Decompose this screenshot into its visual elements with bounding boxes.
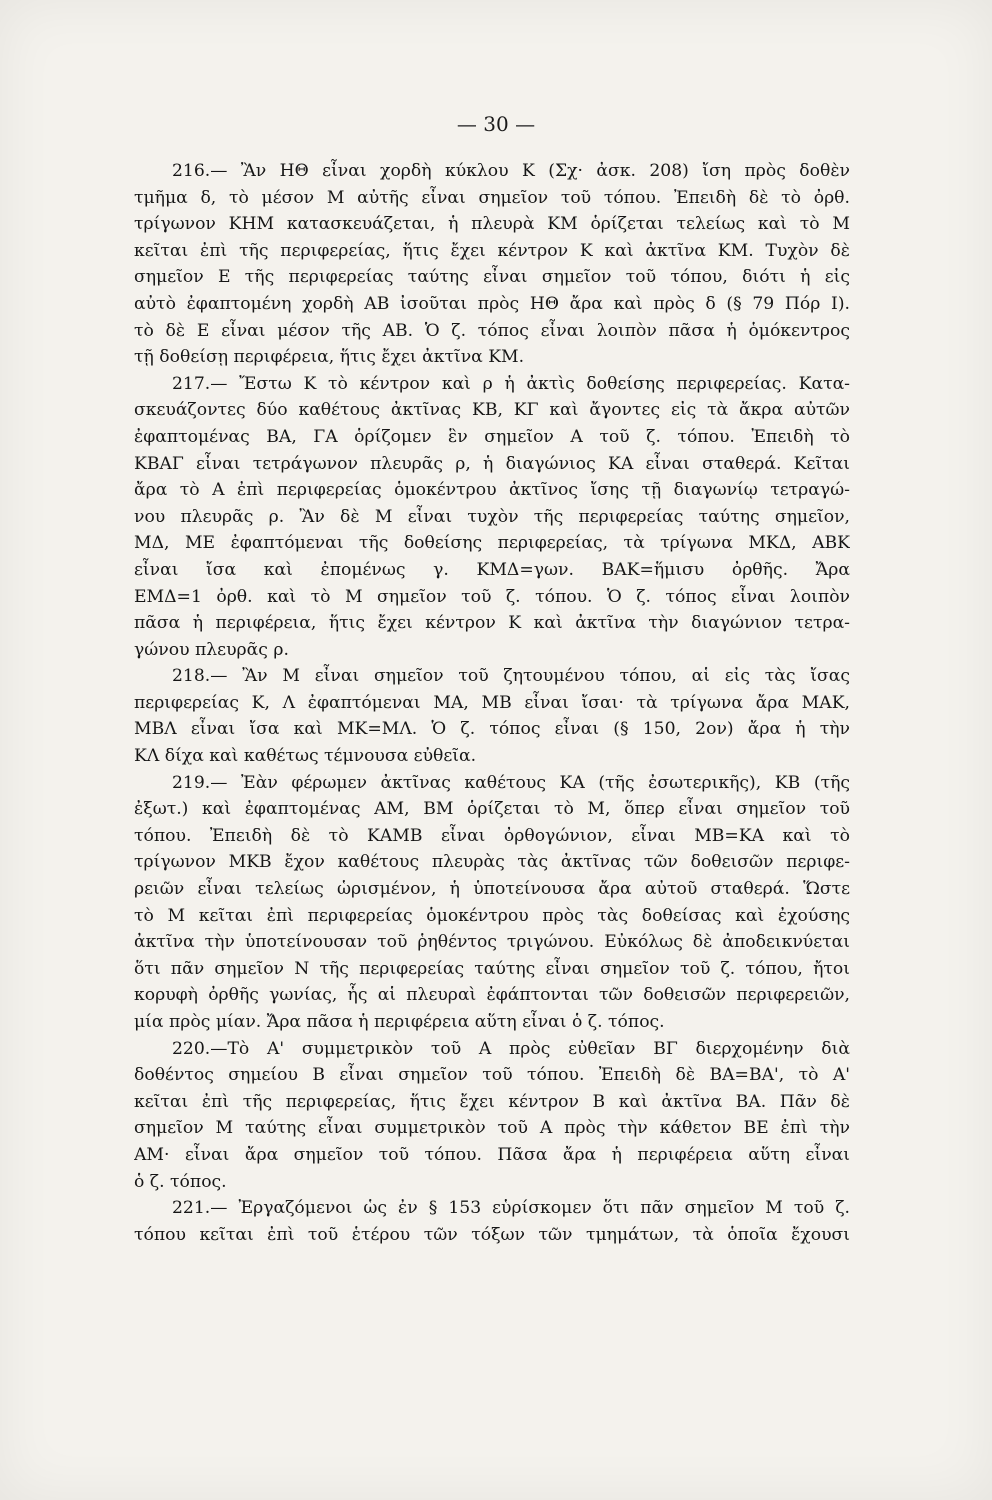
text-line: μία πρὸς μίαν. Ἄρα πᾶσα ἡ περιφέρεια αὕτη εἶναι ὁ ζ. τόπος.: [134, 1012, 665, 1032]
text-line: 217.— Ἔστω Κ τὸ κέντρον καὶ ρ ἡ ἀκτὶς δοθείσης περιφερείας. Κατα-: [172, 373, 850, 394]
text-line: τόπου. Ἐπειδὴ δὲ τὸ ΚΑΜΒ εἶναι ὀρθογώνιον, εἶναι ΜΒ=ΚΑ καὶ τὸ: [134, 825, 850, 846]
text-line: ΑΜ· εἶναι ἄρα σημεῖον τοῦ τόπου. Πᾶσα ἄρα ἡ περιφέρεια αὕτη εἶναι: [134, 1144, 850, 1165]
text-line: τρίγωνον ΜΚΒ ἔχον καθέτους πλευρὰς τὰς ἀκτῖνας τῶν δοθεισῶν περιφε-: [134, 852, 850, 873]
text-line: ΕΜΔ=1 ὀρθ. καὶ τὸ Μ σημεῖον τοῦ ζ. τόπου. Ὁ ζ. τόπος εἶναι λοιπὸν: [134, 586, 850, 607]
text-line: ρειῶν εἶναι τελείως ὡρισμένον, ἡ ὑποτείνουσα ἄρα αὐτοῦ σταθερά. Ὥστε: [134, 879, 850, 900]
text-line: κορυφὴ ὀρθῆς γωνίας, ἧς αἱ πλευραὶ ἐφάπτονται τῶν δοθεισῶν περιφερειῶν,: [134, 985, 850, 1006]
text-line: τῇ δοθείσῃ περιφέρεια, ἥτις ἔχει ἀκτῖνα ΚΜ.: [134, 347, 525, 368]
body-text: [134, 158, 850, 1248]
text-line: 218.— Ἂν Μ εἶναι σημεῖον τοῦ ζητουμένου τόπου, αἱ εἰς τὰς ἴσας: [172, 666, 850, 687]
text-line: νου πλευρᾶς ρ. Ἂν δὲ Μ εἶναι τυχὸν τῆς περιφερείας ταύτης σημεῖον,: [134, 506, 850, 527]
text-line: τμῆμα δ, τὸ μέσον Μ αὐτῆς εἶναι σημεῖον τοῦ τόπου. Ἐπειδὴ δὲ τὸ ὀρθ.: [134, 187, 850, 208]
text-line: αὐτὸ ἐφαπτομένη χορδὴ ΑΒ ἰσοῦται πρὸς ΗΘ ἄρα καὶ πρὸς δ (§ 79 Πόρ Ι).: [134, 293, 850, 314]
text-line: ἀκτῖνα τὴν ὑποτείνουσαν τοῦ ῥηθέντος τριγώνου. Εὐκόλως δὲ ἀποδεικνύεται: [134, 932, 850, 953]
text-line: ἐξωτ.) καὶ ἐφαπτομένας ΑΜ, ΒΜ ὁρίζεται τὸ Μ, ὅπερ εἶναι σημεῖον τοῦ: [134, 799, 850, 820]
text-line: σημεῖον Μ ταύτης εἶναι συμμετρικὸν τοῦ Α πρὸς τὴν κάθετον ΒΕ ἐπὶ τὴν: [134, 1118, 850, 1139]
text-line: 216.— Ἂν ΗΘ εἶναι χορδὴ κύκλου Κ (Σχ· ἀσκ. 208) ἴση πρὸς δοθὲν: [172, 161, 850, 181]
text-line: κεῖται ἐπὶ τῆς περιφερείας, ἥτις ἔχει κέντρον Β καὶ ἀκτῖνα ΒΑ. Πᾶν δὲ: [134, 1091, 850, 1112]
text-line: γώνου πλευρᾶς ρ.: [134, 639, 289, 660]
text-line: 221.— Ἐργαζόμενοι ὡς ἐν § 153 εὑρίσκομεν ὅτι πᾶν σημεῖον Μ τοῦ ζ.: [172, 1198, 850, 1219]
text-line: εἶναι ἴσα καὶ ἐπομένως γ. ΚΜΔ=γων. ΒΑΚ=ἥμισυ ὀρθῆς. Ἄρα: [134, 559, 850, 580]
text-line: 219.— Ἐὰν φέρωμεν ἀκτῖνας καθέτους ΚΑ (τῆς ἐσωτερικῆς), ΚΒ (τῆς: [172, 772, 850, 793]
text-line: δοθέντος σημείου Β εἶναι σημεῖον τοῦ τόπου. Ἐπειδὴ δὲ ΒΑ=ΒΑ', τὸ Α': [134, 1065, 850, 1086]
text-line: τὸ δὲ Ε εἶναι μέσον τῆς ΑΒ. Ὁ ζ. τόπος εἶναι λοιπὸν πᾶσα ἡ ὁμόκεντρος: [134, 320, 850, 341]
text-line: τόπου κεῖται ἐπὶ τοῦ ἑτέρου τῶν τόξων τῶν τμημάτων, τὰ ὁποῖα ἔχουσι: [134, 1224, 850, 1245]
page-number: — 30 —: [456, 112, 536, 136]
text-line: κεῖται ἐπὶ τῆς περιφερείας, ἥτις ἔχει κέντρον Κ καὶ ἀκτῖνα ΚΜ. Τυχὸν δὲ: [134, 240, 850, 261]
text-line: ΜΔ, ΜΕ ἐφαπτόμεναι τῆς δοθείσης περιφερείας, τὰ τρίγωνα ΜΚΔ, ΑΒΚ: [134, 533, 850, 554]
text-line: 220.—Τὸ Α' συμμετρικὸν τοῦ Α πρὸς εὐθεῖαν ΒΓ διερχομένην διὰ: [172, 1038, 850, 1059]
text-line: τρίγωνον ΚΗΜ κατασκευάζεται, ἡ πλευρὰ ΚΜ ὁρίζεται τελείως καὶ τὸ Μ: [134, 214, 850, 235]
text-line: περιφερείας Κ, Λ ἐφαπτόμεναι ΜΑ, ΜΒ εἶναι ἴσαι· τὰ τρίγωνα ἄρα ΜΑΚ,: [134, 692, 850, 713]
text-line: τὸ Μ κεῖται ἐπὶ περιφερείας ὁμοκέντρου πρὸς τὰς δοθείσας καὶ ἐχούσης: [134, 905, 850, 926]
text-line: σκευάζοντες δύο καθέτους ἀκτῖνας ΚΒ, ΚΓ καὶ ἄγοντες εἰς τὰ ἄκρα αὐτῶν: [134, 400, 850, 421]
text-line: ΚΛ δίχα καὶ καθέτως τέμνουσα εὐθεῖα.: [134, 746, 477, 767]
text-line: πᾶσα ἡ περιφέρεια, ἥτις ἔχει κέντρον Κ καὶ ἀκτῖνα τὴν διαγώνιον τετρα-: [134, 613, 850, 634]
text-line: ἄρα τὸ Α ἐπὶ περιφερείας ὁμοκέντρου ἀκτῖνος ἴσης τῇ διαγωνίῳ τετραγώ-: [134, 480, 850, 501]
text-line: ΜΒΛ εἶναι ἴσα καὶ ΜΚ=ΜΛ. Ὁ ζ. τόπος εἶναι (§ 150, 2ον) ἄρα ἡ τὴν: [134, 719, 850, 740]
text-line: ὁ ζ. τόπος.: [134, 1171, 227, 1192]
text-line: ἐφαπτομένας ΒΑ, ΓΑ ὁρίζομεν ἓν σημεῖον Α τοῦ ζ. τόπου. Ἐπειδὴ τὸ: [134, 426, 850, 447]
text-line: σημεῖον Ε τῆς περιφερείας ταύτης εἶναι σημεῖον τοῦ τόπου, διότι ἡ εἰς: [134, 267, 850, 288]
text-line: ὅτι πᾶν σημεῖον Ν τῆς περιφερείας ταύτης εἶναι σημεῖον τοῦ ζ. τόπου, ἤτοι: [134, 958, 850, 979]
text-line: ΚΒΑΓ εἶναι τετράγωνον πλευρᾶς ρ, ἡ διαγώνιος ΚΑ εἶναι σταθερά. Κεῖται: [134, 453, 850, 474]
